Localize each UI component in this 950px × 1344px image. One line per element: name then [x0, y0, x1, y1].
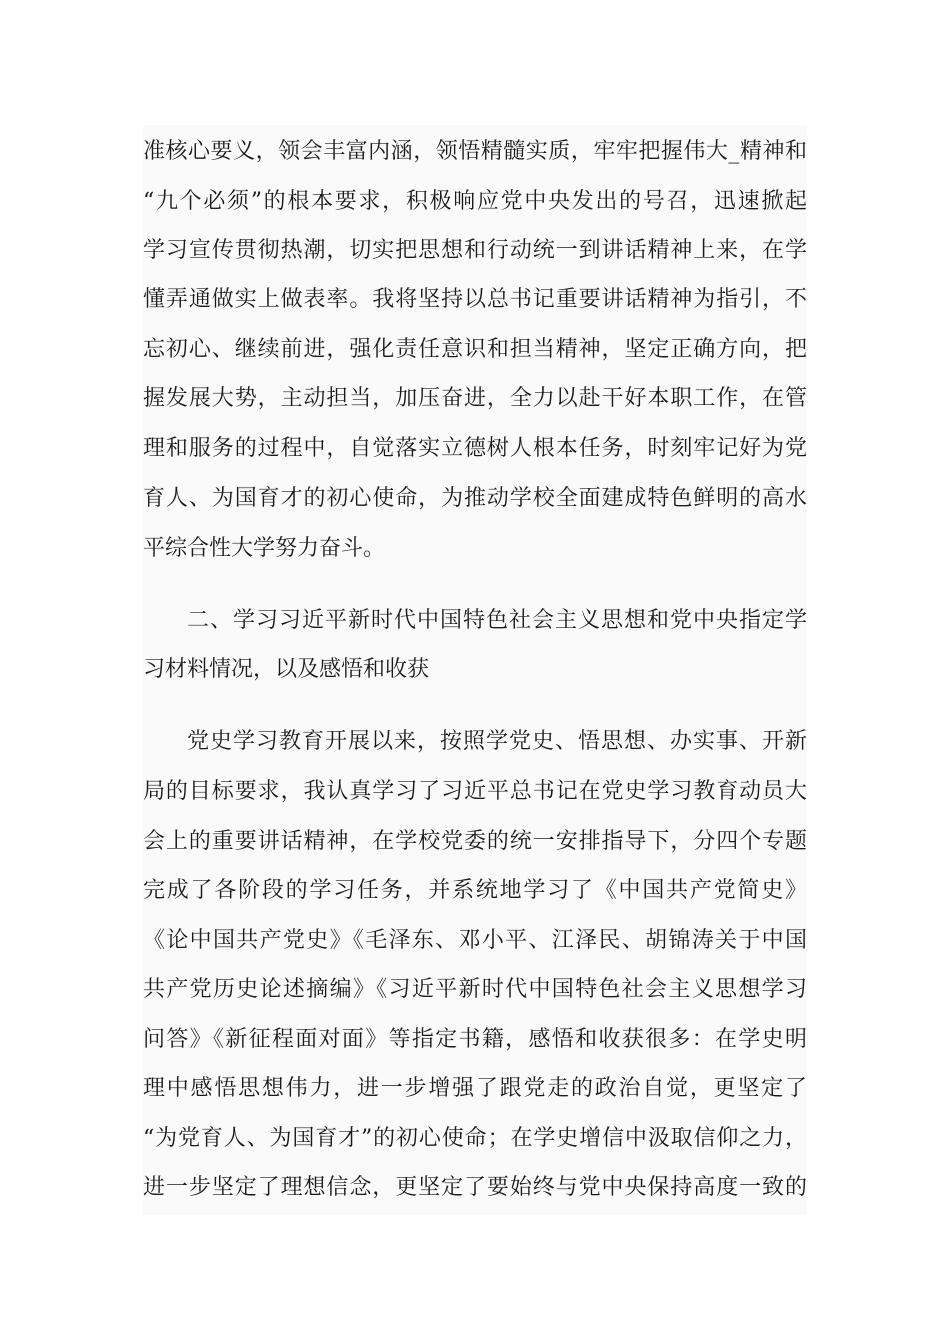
paragraph-line: “九个必须”的根本要求，积极响应党中央发出的号召，迅速掀起 [143, 189, 807, 214]
paragraph-line: 局的目标要求，我认真学习了习近平总书记在党史学习教育动员大 [143, 779, 807, 804]
paragraph-line: “为党育人、为国育才”的初心使命；在学史增信中汲取信仰之力， [143, 1126, 807, 1151]
section-heading-line: 习材料情况，以及感悟和收获 [143, 657, 430, 682]
paragraph-line: 会上的重要讲话精神，在学校党委的统一安排指导下，分四个专题 [143, 829, 807, 854]
paragraph-line: 《论中国共产党史》《毛泽东、邓小平、江泽民、胡锦涛关于中国 [143, 928, 807, 953]
paragraph-line: 准核心要义，领会丰富内涵，领悟精髓实质，牢牢把握伟大_精神和 [143, 139, 807, 164]
paragraph-line: 问答》《新征程面对面》等指定书籍，感悟和收获很多：在学史明 [143, 1027, 807, 1052]
paragraph-line: 进一步坚定了理想信念，更坚定了要始终与党中央保持高度一致的 [143, 1175, 807, 1200]
paragraph-line: 完成了各阶段的学习任务，并系统地学习了《中国共产党简史》 [143, 878, 807, 903]
paragraph-line: 握发展大势，主动担当，加压奋进，全力以赴干好本职工作，在管 [143, 386, 807, 411]
paragraph-line: 忘初心、继续前进，强化责任意识和担当精神，坚定正确方向，把 [143, 337, 807, 362]
paragraph-line: 学习宣传贯彻热潮，切实把思想和行动统一到讲话精神上来，在学 [143, 238, 807, 263]
paragraph-line: 懂弄通做实上做表率。我将坚持以总书记重要讲话精神为指引，不 [143, 287, 807, 312]
paragraph-line: 平综合性大学努力奋斗。 [143, 536, 386, 561]
paragraph-line: 理和服务的过程中，自觉落实立德树人根本任务，时刻牢记好为党 [143, 436, 807, 461]
paragraph-line: 党史学习教育开展以来，按照学党史、悟思想、办实事、开新 [187, 729, 807, 754]
section-heading-line: 二、学习习近平新时代中国特色社会主义思想和党中央指定学 [187, 608, 807, 633]
paragraph-line: 育人、为国育才的初心使命，为推动学校全面建成特色鲜明的高水 [143, 486, 807, 511]
paragraph-line: 理中感悟思想伟力，进一步增强了跟党走的政治自觉，更坚定了 [143, 1076, 807, 1101]
paragraph-line: 共产党历史论述摘编》《习近平新时代中国特色社会主义思想学习 [143, 977, 807, 1002]
